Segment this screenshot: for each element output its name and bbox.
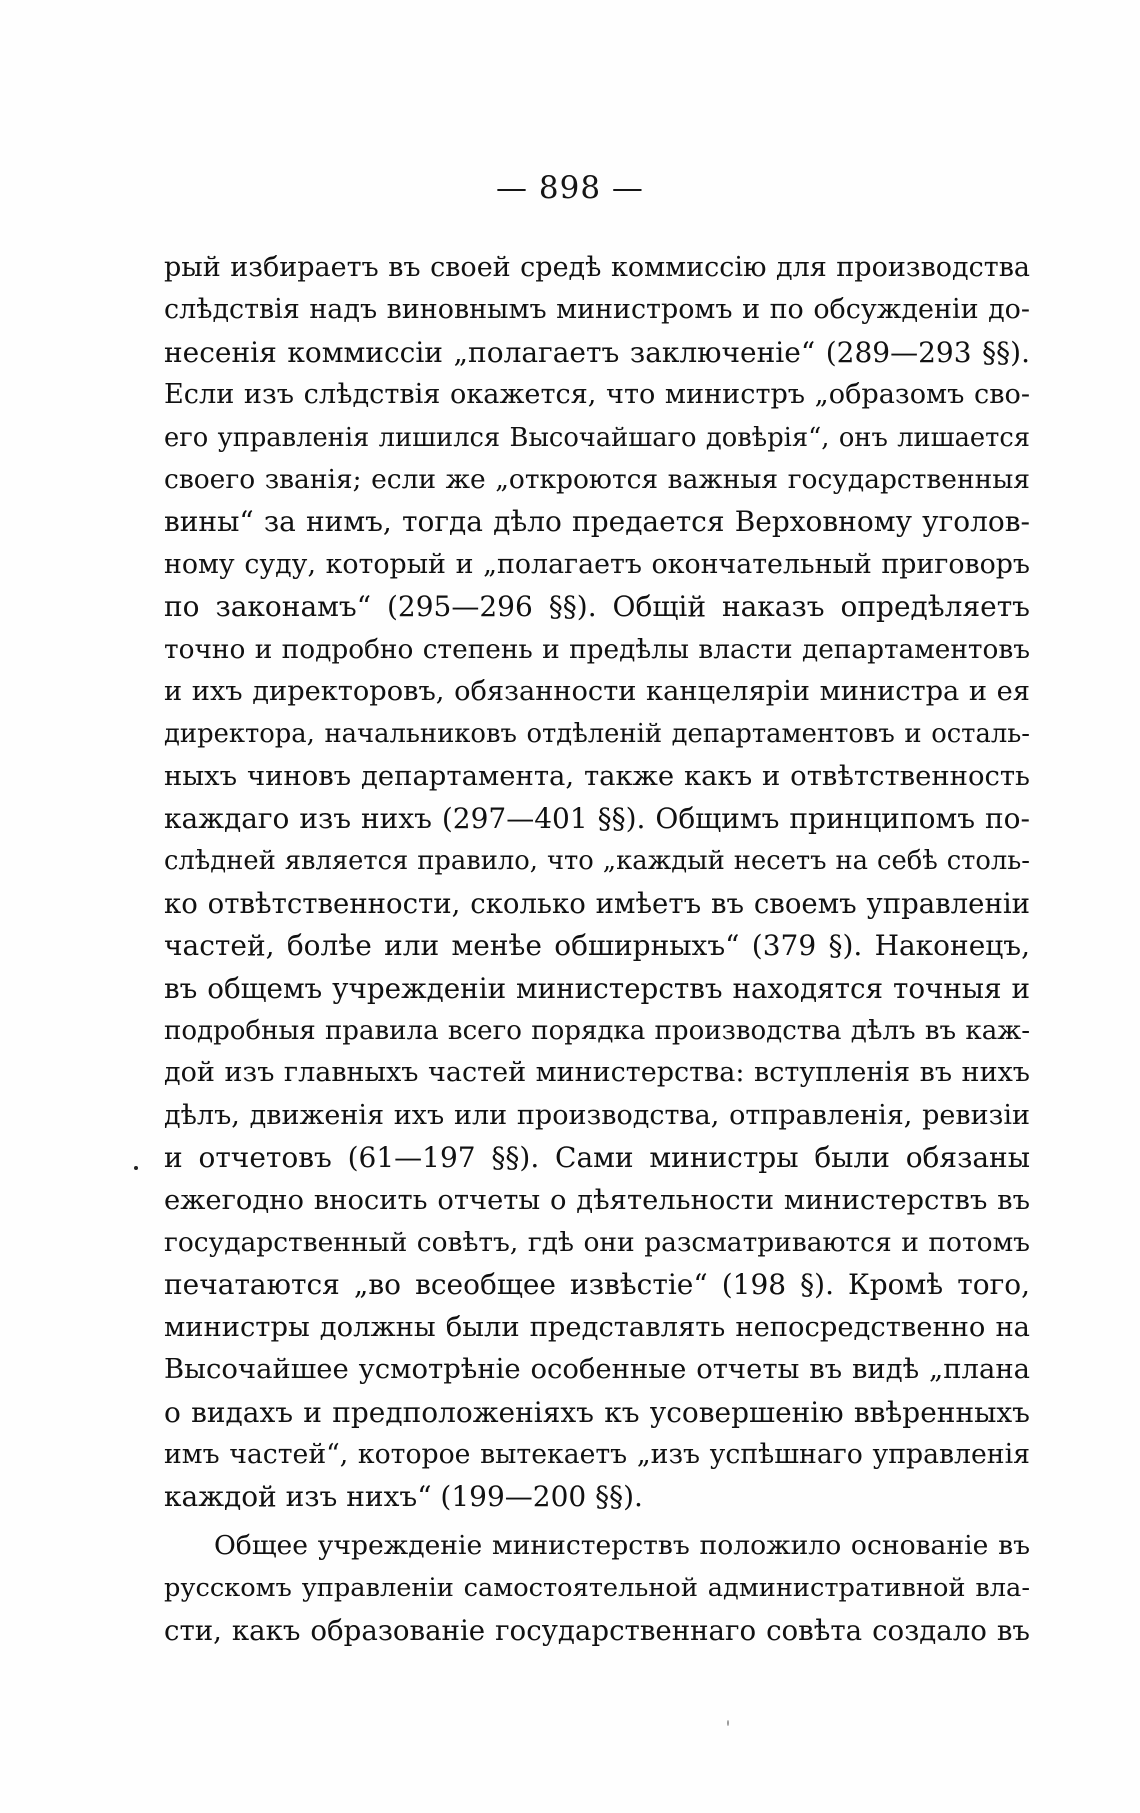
- text-line: печатаются „во всеобщее извѣстіе“ (198 §). Кромѣ того,: [164, 1268, 1030, 1302]
- text-line: ныхъ чиновъ департамента, также какъ и отвѣтственность: [164, 760, 1030, 792]
- text-line: Высочайшее усмотрѣніе особенные отчеты въ видѣ „плана: [164, 1354, 1030, 1386]
- text-line: каждаго изъ нихъ (297—401 §§). Общимъ принципомъ по-: [164, 802, 1030, 836]
- text-line: дой изъ главныхъ частей министерства: вступленія въ нихъ: [164, 1057, 1030, 1089]
- text-line: въ общемъ учрежденіи министерствъ находятся точныя и: [164, 971, 1030, 1005]
- text-line: Если изъ слѣдствія окажется, что министръ „образомъ сво-: [164, 379, 1030, 411]
- text-line: ежегодно вносить отчеты о дѣятельности министерствъ въ: [164, 1184, 1030, 1216]
- text-line: имъ частей“, которое вытекаетъ „изъ успѣшнаго управленія: [164, 1438, 1030, 1470]
- text-line: русскомъ управленіи самостоятельной административной вла-: [164, 1573, 1030, 1604]
- text-line: Общее учрежденіе министерствъ положило основаніе въ: [214, 1529, 1030, 1561]
- text-line: директора, начальниковъ отдѣленій департаментовъ и осталь-: [164, 719, 1030, 750]
- text-line: частей, болѣе или менѣе обширныхъ“ (379 §). Наконецъ,: [164, 929, 1030, 963]
- text-line: государственный совѣтъ, гдѣ они разсматриваются и потомъ: [164, 1226, 1030, 1258]
- text-line: точно и подробно степень и предѣлы власти департаментовъ: [164, 634, 1030, 665]
- text-line: дѣлъ, движенія ихъ или производства, отправленія, ревизіи: [164, 1099, 1030, 1131]
- text-line: вины“ за нимъ, тогда дѣло предается Верховному уголов-: [164, 505, 1030, 539]
- text-line: подробныя правила всего порядка производства дѣлъ въ каж-: [164, 1016, 1030, 1047]
- text-line: и отчетовъ (61—197 §§). Сами министры были обязаны: [164, 1141, 1030, 1175]
- text-line: и ихъ директоровъ, обязанности канцеляріи министра и ея: [164, 675, 1030, 707]
- text-line: ному суду, который и „полагаетъ окончательный приговоръ: [164, 548, 1030, 580]
- scan-speck: [727, 1720, 729, 1726]
- text-line: по законамъ“ (295—296 §§). Общій наказъ опредѣляетъ: [164, 590, 1030, 624]
- paragraph-1: [164, 247, 1030, 1519]
- text-line: каждой изъ нихъ“ (199—200 §§).: [164, 1480, 643, 1514]
- body-text: [164, 247, 1030, 1652]
- text-line: о видахъ и предположеніяхъ къ усовершенію ввѣренныхъ: [164, 1395, 1030, 1429]
- text-line: сти, какъ образованіе государственнаго совѣта создало въ: [164, 1613, 1030, 1647]
- text-line: ко отвѣтственности, сколько имѣетъ въ своемъ управленіи: [164, 887, 1030, 920]
- text-line: министры должны были представлять непосредственно на: [164, 1311, 1030, 1343]
- text-line: его управленія лишился Высочайшаго довѣрія“, онъ лишается: [164, 422, 1030, 453]
- text-line: рый избираетъ въ своей средѣ коммиссію для производства: [164, 252, 1030, 283]
- paragraph-2: [164, 1525, 1030, 1652]
- page-number: — 898 —: [496, 170, 644, 206]
- text-line: слѣдней является правило, что „каждый несетъ на себѣ столь-: [164, 846, 1030, 877]
- text-line: слѣдствія надъ виновнымъ министромъ и по обсужденіи до-: [164, 294, 1030, 326]
- scan-speck: [134, 1166, 138, 1170]
- text-line: своего званія; если же „откроются важныя государственныя: [164, 463, 1030, 495]
- text-line: несенія коммиссіи „полагаетъ заключеніе“ (289—293 §§).: [164, 335, 1030, 369]
